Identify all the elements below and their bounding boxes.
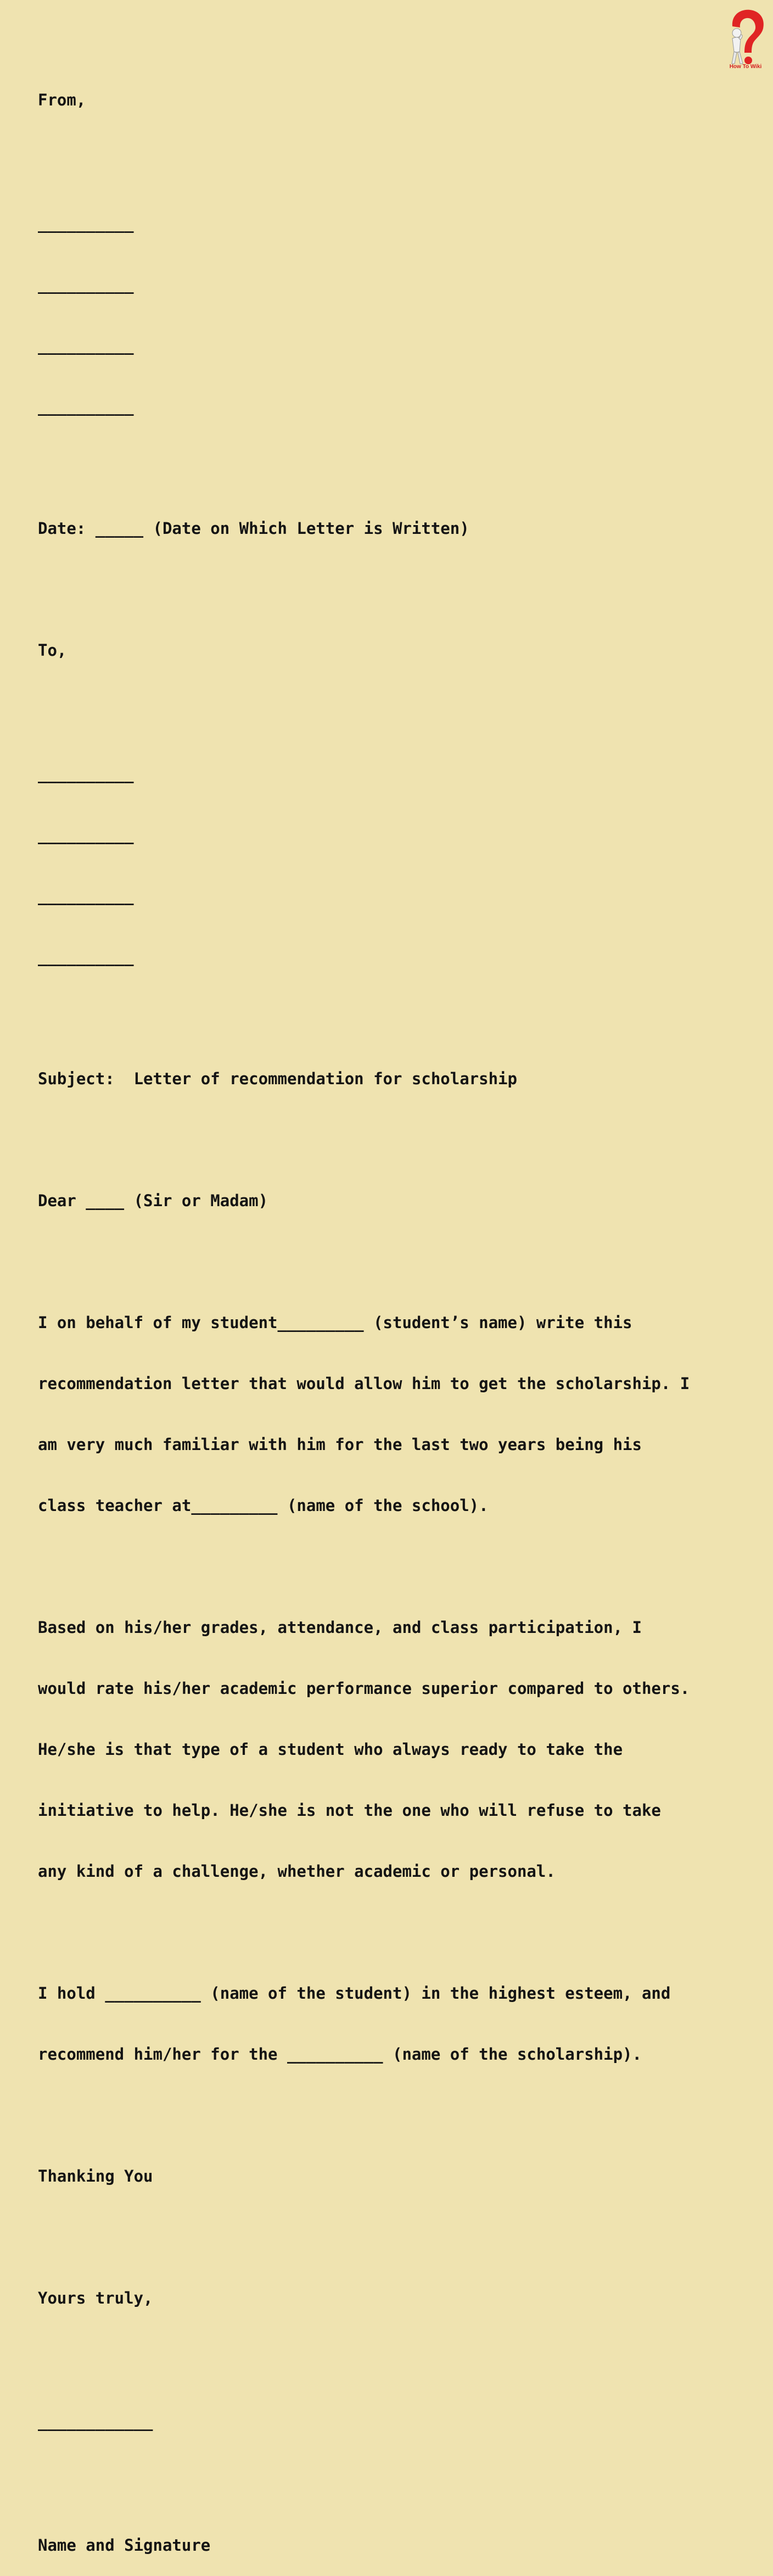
from-blank-line: __________: [38, 214, 134, 233]
salutation: Dear ____ (Sir or Madam): [38, 1191, 268, 1210]
to-blank-line: __________: [38, 765, 134, 783]
thanks-line: Thanking You: [38, 2167, 153, 2185]
paragraph-2-line: initiative to help. He/she is not the one who will refuse to take: [38, 1801, 661, 1820]
paragraph-1-line: recommendation letter that would allow him to get the scholarship. I: [38, 1374, 690, 1393]
to-blank-line: __________: [38, 826, 134, 844]
from-label: From,: [38, 91, 86, 109]
signature-blank-line: ____________: [38, 2412, 153, 2431]
subject-line: Subject: Letter of recommendation for scholarship: [38, 1069, 517, 1088]
from-blank-line: __________: [38, 397, 134, 416]
paragraph-2-line: any kind of a challenge, whether academic or personal.: [38, 1862, 556, 1881]
paragraph-1-line: am very much familiar with him for the last two years being his: [38, 1435, 642, 1454]
paragraph-1-line: class teacher at_________ (name of the school).: [38, 1496, 489, 1515]
from-blank-line: __________: [38, 275, 134, 294]
recommendation-letter: [38, 49, 741, 2576]
logo-caption: How To Wiki: [729, 64, 762, 70]
to-blank-line: __________: [38, 947, 134, 966]
paragraph-2-line: Based on his/her grades, attendance, and class participation, I: [38, 1618, 642, 1637]
paragraph-1-line: I on behalf of my student_________ (student’s name) write this: [38, 1313, 632, 1332]
closing-line: Yours truly,: [38, 2289, 153, 2307]
paragraph-3-line: I hold __________ (name of the student) in the highest esteem, and: [38, 1984, 671, 2003]
paragraph-2-line: He/she is that type of a student who always ready to take the: [38, 1740, 623, 1759]
to-label: To,: [38, 641, 67, 660]
from-blank-line: __________: [38, 336, 134, 355]
paragraph-2-line: would rate his/her academic performance superior compared to others.: [38, 1679, 690, 1698]
paragraph-3-line: recommend him/her for the __________ (name of the scholarship).: [38, 2045, 642, 2064]
date-line: Date: _____ (Date on Which Letter is Written): [38, 519, 469, 538]
signature-label: Name and Signature: [38, 2536, 211, 2555]
to-blank-line: __________: [38, 886, 134, 905]
